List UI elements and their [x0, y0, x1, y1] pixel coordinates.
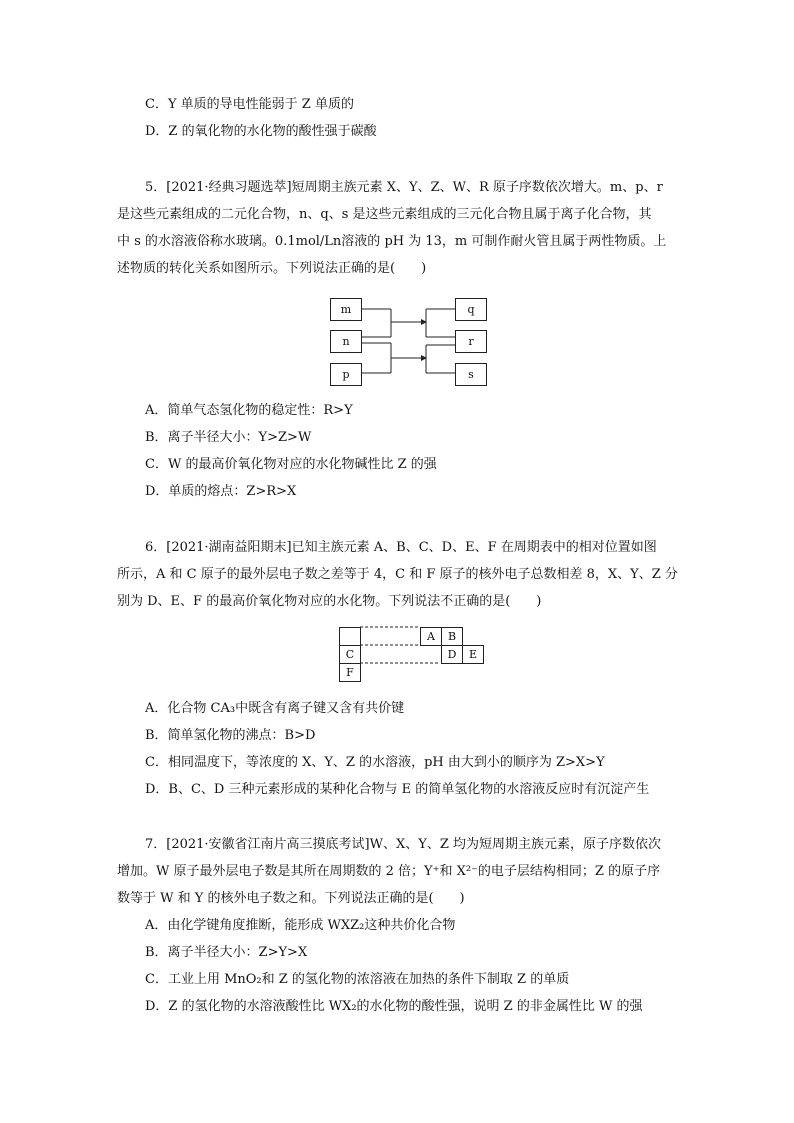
table-cell-e: E: [462, 645, 484, 664]
q7-option-b: B．离子半径大小：Z>Y>X: [145, 945, 308, 960]
q7-option-c: C．工业上用 MnO₂和 Z 的氢化物的浓溶液在加热的条件下制取 Z 的单质: [145, 972, 570, 987]
q7-option-a: A．由化学键角度推断，能形成 WXZ₂这种共价化合物: [145, 918, 456, 933]
table-cell-f: F: [339, 663, 361, 682]
diagram-box-p: p: [330, 363, 362, 386]
q6-option-c: C．相同温度下，等浓度的 X、Y、Z 的水溶液，pH 由大到小的顺序为 Z>X>Y: [145, 755, 605, 770]
table-cell-b: B: [441, 627, 463, 646]
q7-stem-line2: 增加。W 原子最外层电子数是其所在周期数的 2 倍；Y⁺和 X²⁻的电子层结构相同；Z 的原子序: [117, 864, 661, 879]
table-cell-blank: [339, 627, 361, 646]
q5-option-c: C．W 的最高价氧化物对应的水化物碱性比 Z 的强: [145, 457, 437, 472]
diagram-box-m: m: [330, 298, 362, 321]
q5-stem-line3: 中 s 的水溶液俗称水玻璃。0.1mol/Ln溶液的 pH 为 13，m 可制作耐火管且属于两性物质。上: [117, 234, 667, 249]
q5-stem-line1: 5．[2021·经典习题选萃]短周期主族元素 X、Y、Z、W、R 原子序数依次增大。m、p、r: [145, 180, 663, 195]
q5-stem-line4: 述物质的转化关系如图所示。下列说法正确的是( ): [117, 261, 427, 276]
q7-option-d: D．Z 的氢化物的水溶液酸性比 WX₂的水化物的酸性强，说明 Z 的非金属性比 W 的强: [145, 999, 643, 1014]
diagram-box-r: r: [455, 330, 487, 353]
q7-stem-line3: 数等于 W 和 Y 的核外电子数之和。下列说法正确的是( ): [117, 891, 465, 906]
q6-stem-line3: 别为 D、E、F 的最高价氧化物对应的水化物。下列说法不正确的是( ): [117, 594, 542, 609]
q5-option-d: D．单质的熔点：Z>R>X: [145, 484, 297, 499]
diagram-box-n: n: [330, 330, 362, 353]
q4-option-d: D．Z 的氧化物的水化物的酸性强于碳酸: [145, 124, 377, 139]
q7-stem-line1: 7．[2021·安徽省江南片高三摸底考试]W、X、Y、Z 均为短周期主族元素，原子序数依次: [145, 837, 661, 852]
diagram-box-s: s: [455, 363, 487, 386]
q6-stem-line2: 所示，A 和 C 原子的最外层电子数之差等于 4，C 和 F 原子的核外电子总数相差 8，X、Y、Z 分: [117, 567, 678, 582]
q5-option-a: A．简单气态氢化物的稳定性：R>Y: [145, 403, 353, 418]
q6-option-b: B．简单氢化物的沸点：B>D: [145, 728, 316, 743]
table-cell-c: C: [339, 645, 361, 664]
table-cell-d: D: [441, 645, 463, 664]
q5-stem-line2: 是这些元素组成的二元化合物，n、q、s 是这些元素组成的三元化合物且属于离子化合物，其: [117, 207, 652, 222]
diagram-box-q: q: [455, 298, 487, 321]
q6-option-d: D．B、C、D 三种元素形成的某种化合物与 E 的简单氢化物的水溶液反应时有沉淀产生: [145, 782, 650, 797]
q6-option-a: A．化合物 CA₃中既含有离子键又含有共价键: [145, 701, 405, 716]
q6-stem-line1: 6．[2021·湖南益阳期末]已知主族元素 A、B、C、D、E、F 在周期表中的相对位置如图: [145, 540, 657, 555]
q4-option-c: C．Y 单质的导电性能弱于 Z 单质的: [145, 97, 354, 112]
table-cell-a: A: [420, 627, 442, 646]
q5-option-b: B．离子半径大小：Y>Z>W: [145, 430, 312, 445]
